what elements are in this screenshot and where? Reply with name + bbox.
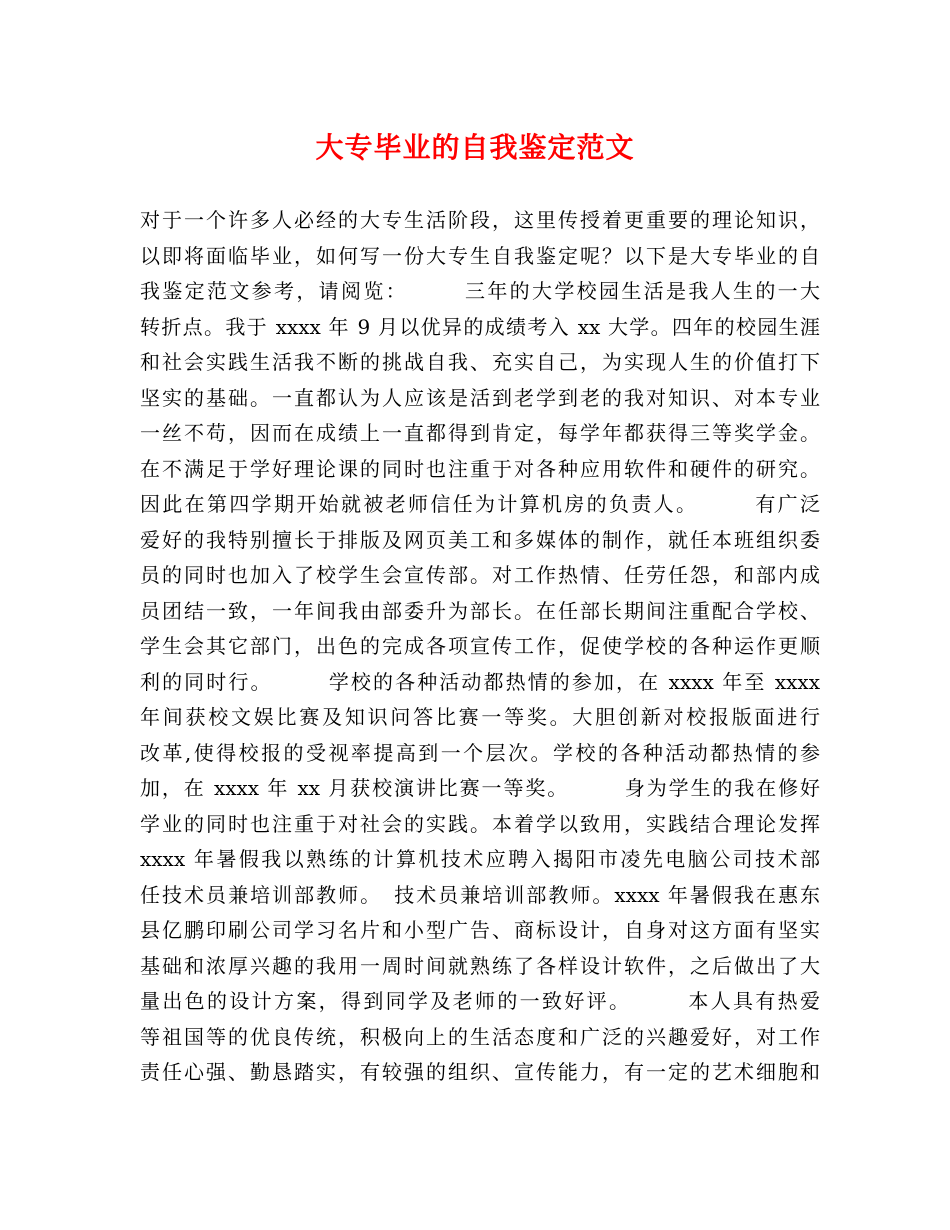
body-line: 我鉴定范文参考，请阅览： 三年的大学校园生活是我人生的一大 bbox=[140, 279, 820, 303]
body-line: 学生会其它部门，出色的完成各项宣传工作，促使学校的各种运作更顺 bbox=[140, 634, 820, 658]
body-line: 在不满足于学好理论课的同时也注重于对各种应用软件和硬件的研究。 bbox=[140, 456, 820, 481]
body-line: 和社会实践生活我不断的挑战自我、充实自己，为实现人生的价值打下 bbox=[140, 350, 820, 374]
body-line: 县亿鹏印刷公司学习名片和小型广告、商标设计，自身对这方面有坚实 bbox=[140, 918, 820, 942]
body-line: 等祖国等的优良传统，积极向上的生活态度和广泛的兴趣爱好，对工作 bbox=[140, 1024, 820, 1049]
body-line: 责任心强、勤恳踏实，有较强的组织、宣传能力，有一定的艺术细胞和 bbox=[140, 1060, 820, 1084]
document-body bbox=[140, 203, 820, 1091]
body-line: 以即将面临毕业，如何写一份大专生自我鉴定呢？以下是大专毕业的自 bbox=[140, 243, 820, 268]
body-line: 学业的同时也注重于对社会的实践。本着学以致用，实践结合理论发挥 bbox=[140, 811, 820, 836]
body-line: 任技术员兼培训部教师。 技术员兼培训部教师。xxxx 年暑假我在惠东 bbox=[140, 882, 820, 907]
body-line: 基础和浓厚兴趣的我用一周时间就熟练了各样设计软件，之后做出了大 bbox=[140, 953, 820, 978]
body-line: 对于一个许多人必经的大专生活阶段，这里传授着更重要的理论知识， bbox=[140, 208, 820, 232]
body-line: 改革,使得校报的受视率提高到一个层次。学校的各种活动都热情的参 bbox=[140, 740, 820, 765]
body-line: 员团结一致，一年间我由部委升为部长。在任部长期间注重配合学校、 bbox=[140, 598, 820, 623]
body-line: 量出色的设计方案，得到同学及老师的一致好评。 本人具有热爱 bbox=[140, 989, 820, 1013]
body-line: 利的同时行。 学校的各种活动都热情的参加，在 xxxx 年至 xxxx bbox=[140, 669, 820, 694]
body-line: 加，在 xxxx 年 xx 月获校演讲比赛一等奖。 身为学生的我在修好 bbox=[140, 776, 820, 800]
body-line: 年间获校文娱比赛及知识问答比赛一等奖。大胆创新对校报版面进行 bbox=[140, 705, 820, 729]
body-line: 爱好的我特别擅长于排版及网页美工和多媒体的制作，就任本班组织委 bbox=[140, 527, 820, 552]
body-line: 员的同时也加入了校学生会宣传部。对工作热情、任劳任怨，和部内成 bbox=[140, 563, 820, 587]
document-title: 大专毕业的自我鉴定范文 bbox=[315, 131, 635, 164]
body-line: 一丝不苟，因而在成绩上一直都得到肯定，每学年都获得三等奖学金。 bbox=[140, 421, 820, 445]
body-line: 因此在第四学期开始就被老师信任为计算机房的负责人。 有广泛 bbox=[140, 492, 820, 516]
body-line: xxxx 年暑假我以熟练的计算机技术应聘入揭阳市凌先电脑公司技术部 bbox=[140, 847, 820, 871]
body-line: 坚实的基础。一直都认为人应该是活到老学到老的我对知识、对本专业 bbox=[140, 385, 820, 410]
body-line: 转折点。我于 xxxx 年 9 月以优异的成绩考入 xx 大学。四年的校园生涯 bbox=[140, 314, 820, 339]
